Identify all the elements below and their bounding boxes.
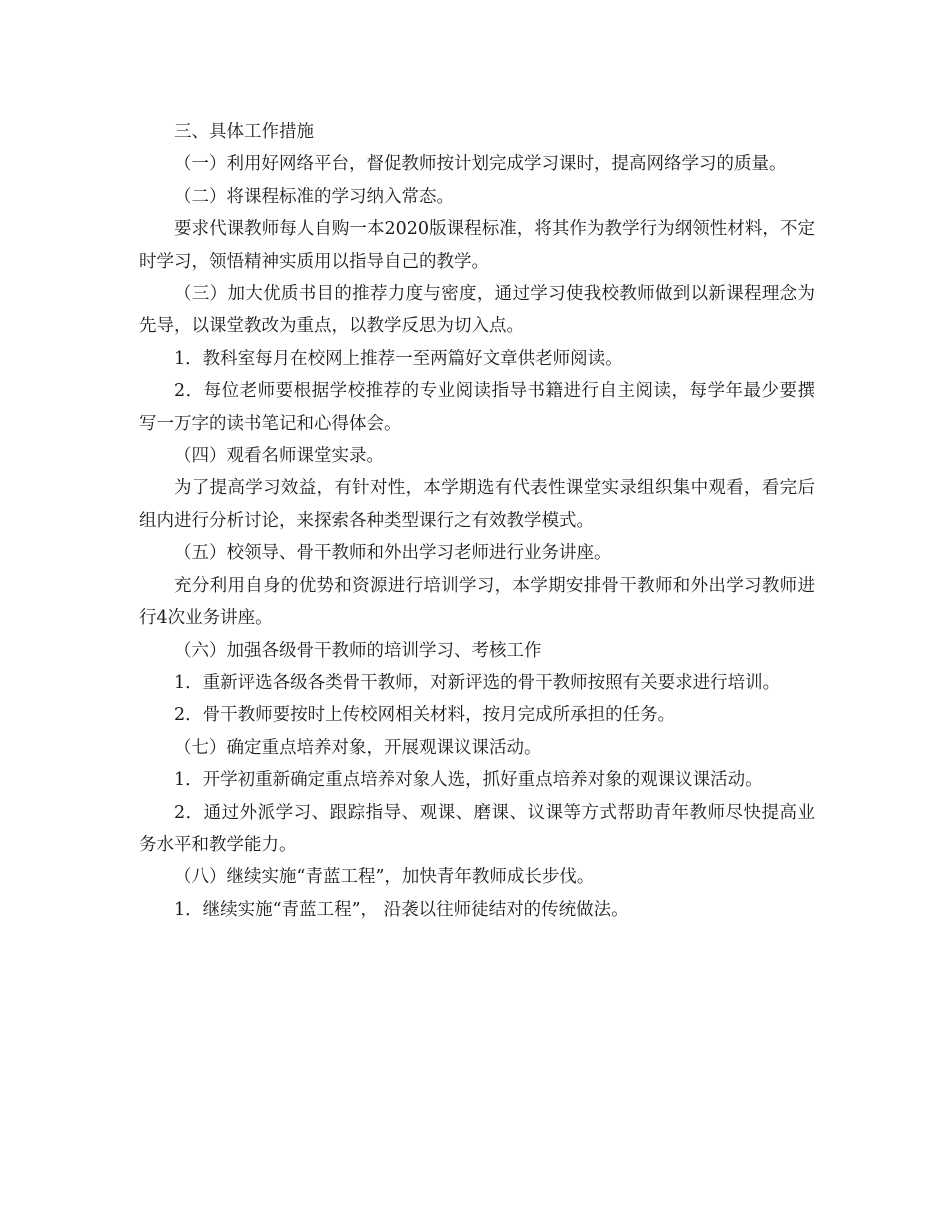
paragraph: （一）利用好网络平台，督促教师按计划完成学习课时，提高网络学习的质量。 bbox=[174, 154, 787, 175]
paragraph: 充分利用自身的优势和资源进行培训学习，本学期安排骨干教师和外出学习教师进行4次业务讲座。 bbox=[139, 575, 815, 629]
document-body bbox=[139, 116, 815, 926]
paragraph: （七）确定重点培养对象，开展观课议课活动。 bbox=[174, 737, 542, 758]
paragraph: （二）将课程标准的学习纳入常态。 bbox=[174, 186, 454, 207]
paragraph: 1．继续实施“青蓝工程”， 沿袭以往师徒结对的传统做法。 bbox=[174, 899, 629, 920]
paragraph: 2．通过外派学习、跟踪指导、观课、磨课、议课等方式帮助青年教师尽快提高业务水平和教学能力。 bbox=[139, 802, 815, 855]
paragraph: （五）校领导、骨干教师和外出学习老师进行业务讲座。 bbox=[174, 543, 612, 564]
paragraph: 1．开学初重新确定重点培养对象人选，抓好重点培养对象的观课议课活动。 bbox=[174, 770, 763, 791]
paragraph: 2．骨干教师要按时上传校网相关材料，按月完成所承担的任务。 bbox=[174, 705, 676, 726]
paragraph: 1．重新评选各级各类骨干教师，对新评选的骨干教师按照有关要求进行培训。 bbox=[174, 672, 781, 693]
paragraph: （八）继续实施“青蓝工程”，加快青年教师成长步伐。 bbox=[174, 867, 595, 888]
paragraph: 1．教科室每月在校网上推荐一至两篇好文章供老师阅读。 bbox=[174, 348, 623, 369]
paragraph: （四）观看名师课堂实录。 bbox=[174, 446, 384, 467]
paragraph: 2．每位老师要根据学校推荐的专业阅读指导书籍进行自主阅读，每学年最少要撰写一万字的读书笔记和心得体会。 bbox=[139, 381, 815, 434]
paragraph: （三）加大优质书目的推荐力度与密度，通过学习使我校教师做到以新课程理念为先导，以课堂教改为重点，以教学反思为切入点。 bbox=[139, 284, 815, 337]
section-heading: 三、具体工作措施 bbox=[174, 122, 314, 142]
paragraph: 要求代课教师每人自购一本2020版课程标准，将其作为教学行为纲领性材料，不定时学习，领悟精神实质用以指导自己的教学。 bbox=[139, 219, 815, 272]
paragraph: （六）加强各级骨干教师的培训学习、考核工作 bbox=[174, 640, 542, 661]
paragraph: 为了提高学习效益，有针对性，本学期选有代表性课堂实录组织集中观看，看完后组内进行分析讨论，来探索各种类型课行之有效教学模式。 bbox=[139, 478, 815, 531]
